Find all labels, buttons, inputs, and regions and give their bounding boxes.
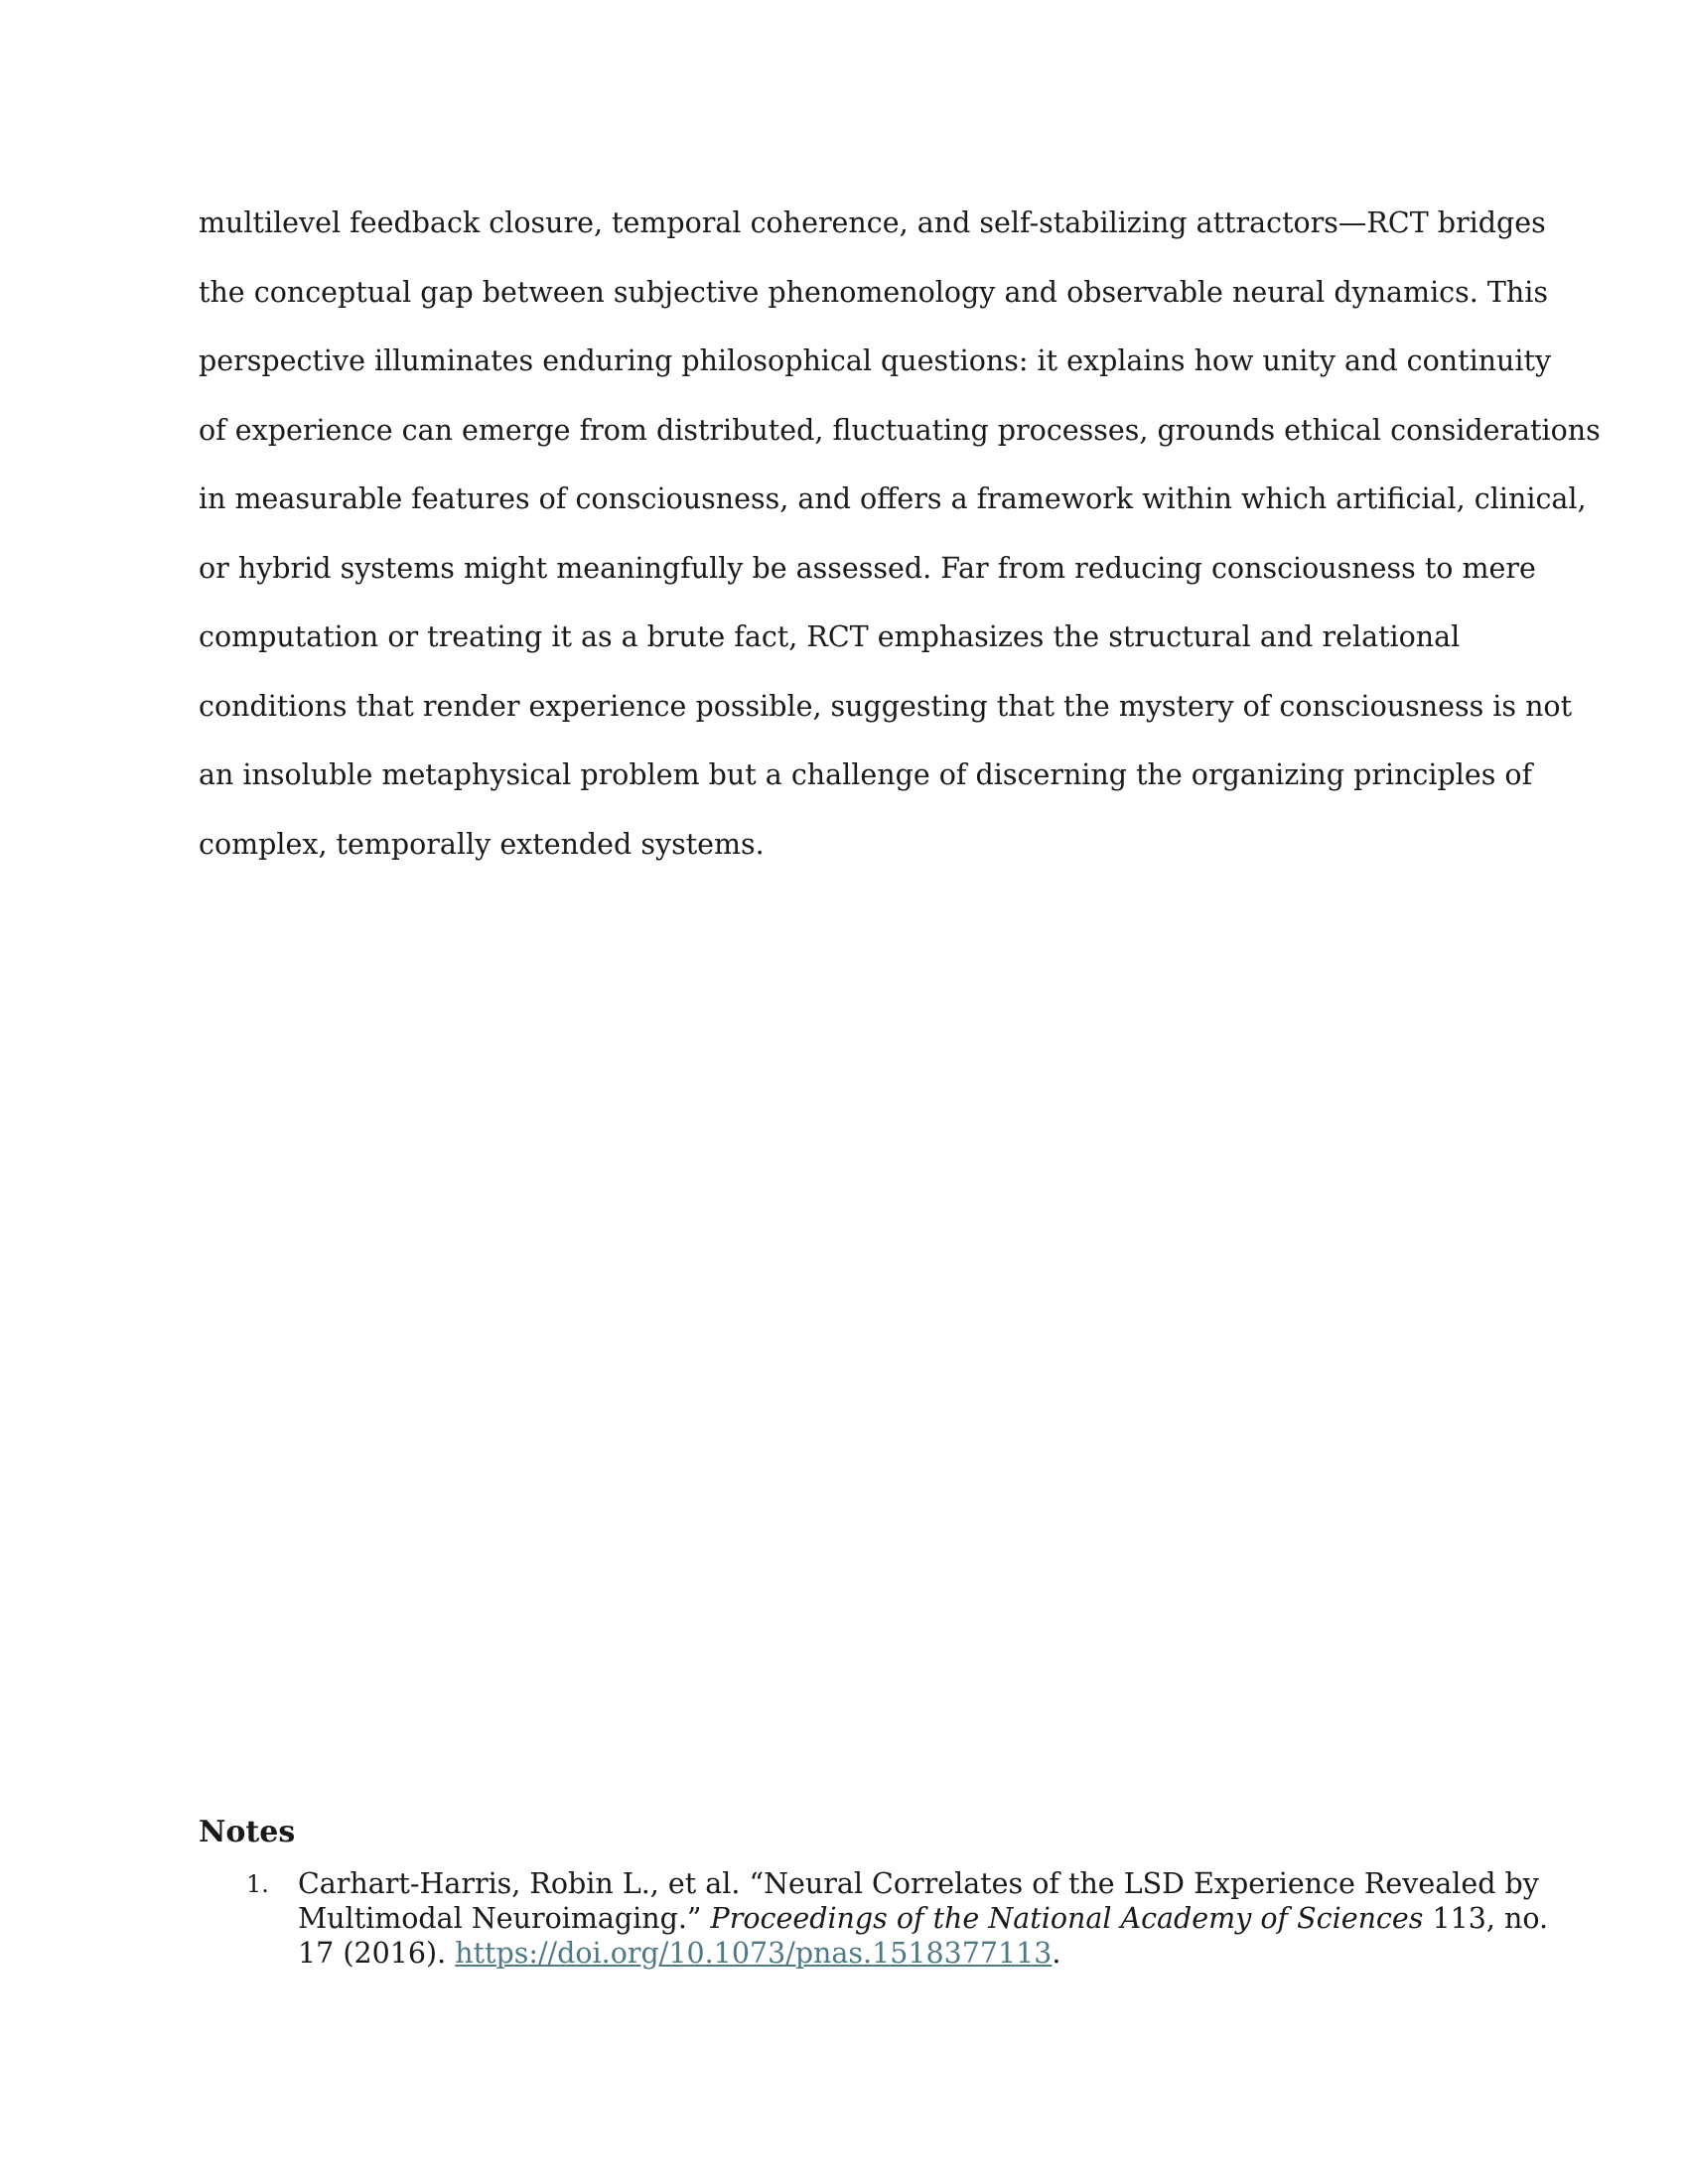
note-line xyxy=(298,1901,1549,1936)
note-item xyxy=(199,1866,1549,1971)
note-text: 17 (2016). xyxy=(298,1937,456,1970)
note-text: Multimodal Neuroimaging.” xyxy=(298,1902,711,1935)
body-line: conditions that render experience possible, suggesting that the mystery of consciousness is not xyxy=(199,689,1573,723)
body-paragraph xyxy=(199,189,1601,879)
notes-list xyxy=(199,1866,1549,1971)
body-line: an insoluble metaphysical problem but a challenge of discerning the organizing principles of xyxy=(199,758,1533,791)
body-line: the conceptual gap between subjective phenomenology and observable neural dynamics. This xyxy=(199,275,1548,309)
note-line xyxy=(298,1936,1489,1971)
note-line: Carhart-Harris, Robin L., et al. “Neural Correlates of the LSD Experience Revealed by xyxy=(298,1867,1539,1900)
body-line: computation or treating it as a brute fact, RCT emphasizes the structural and relational xyxy=(199,620,1461,653)
body-line: or hybrid systems might meaningfully be assessed. Far from reducing consciousness to mere xyxy=(199,551,1536,585)
note-text: . xyxy=(1052,1937,1061,1970)
note-text: 113, no. xyxy=(1423,1902,1549,1935)
notes-heading: Notes xyxy=(199,1815,296,1849)
body-line: of experience can emerge from distributed, fluctuating processes, grounds ethical considerations xyxy=(199,413,1601,447)
doi-link[interactable]: https://doi.org/10.1073/pnas.1518377113 xyxy=(455,1937,1053,1970)
body-line: perspective illuminates enduring philosophical questions: it explains how unity and continuity xyxy=(199,344,1552,377)
note-number: 1. xyxy=(246,1870,269,1898)
body-line: in measurable features of consciousness, and offers a framework within which artificial, clinical, xyxy=(199,482,1587,515)
body-line: complex, temporally extended systems. xyxy=(199,827,765,861)
body-line: multilevel feedback closure, temporal coherence, and self-stabilizing attractors—RCT bridges xyxy=(199,206,1546,239)
journal-title: Proceedings of the National Academy of Sciences xyxy=(710,1902,1424,1935)
